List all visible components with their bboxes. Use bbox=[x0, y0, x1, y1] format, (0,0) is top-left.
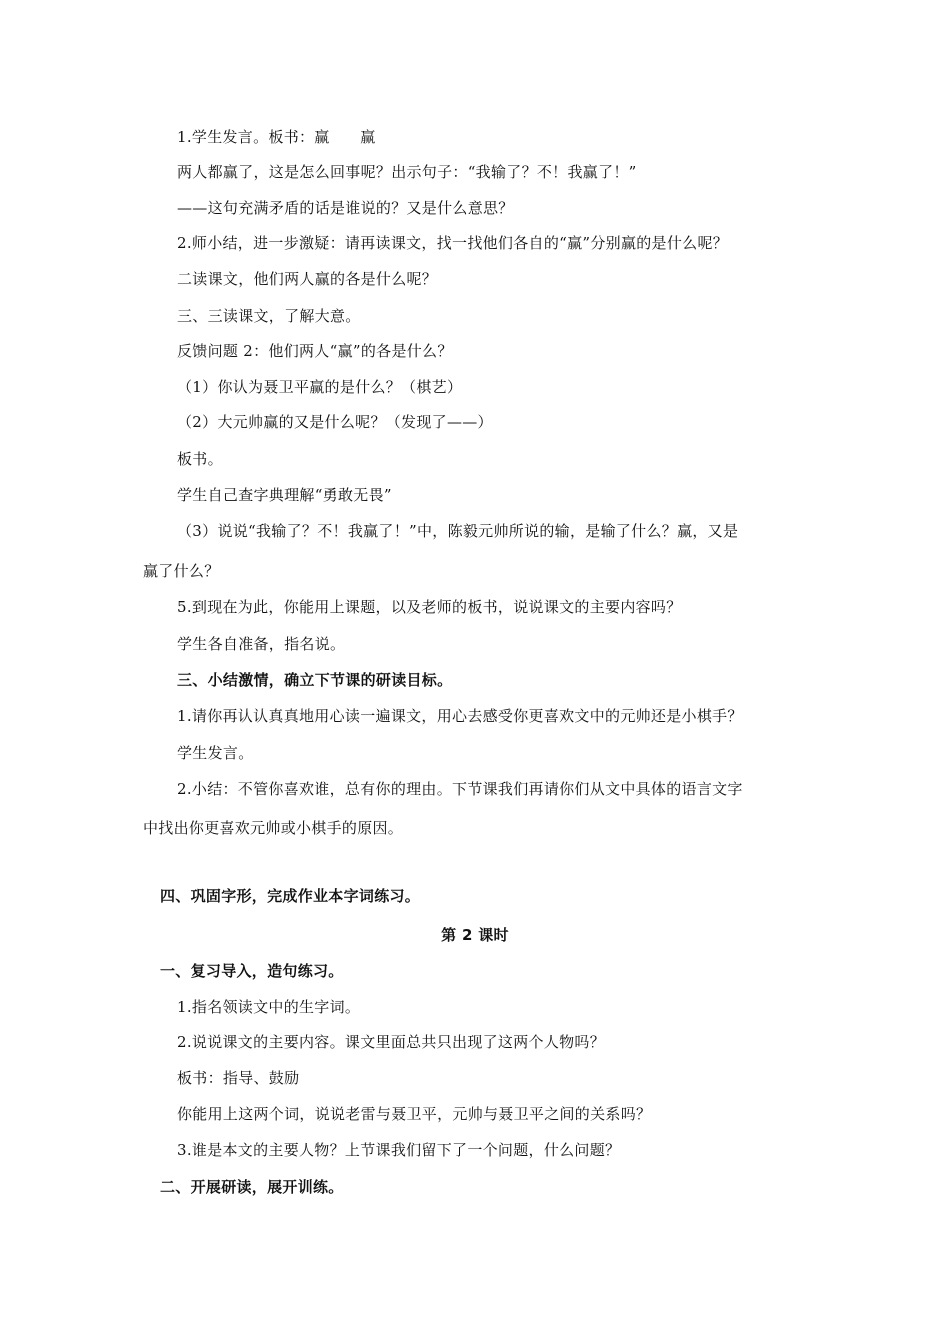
paragraph: 板书。 bbox=[177, 450, 223, 468]
paragraph: 2.说说课文的主要内容。课文里面总共只出现了这两个人物吗？ bbox=[177, 1033, 606, 1051]
paragraph: 学生发言。 bbox=[177, 744, 254, 762]
paragraph: （3）说说“我输了？不！我赢了！”中，陈毅元帅所说的输，是输了什么？赢，又是 bbox=[177, 522, 739, 540]
paragraph: 你能用上这两个词，说说老雷与聂卫平，元帅与聂卫平之间的关系吗？ bbox=[177, 1105, 652, 1123]
paragraph: ——这句充满矛盾的话是谁说的？又是什么意思？ bbox=[177, 199, 514, 217]
paragraph: 三、三读课文，了解大意。 bbox=[177, 307, 361, 325]
section-heading: 四、巩固字形，完成作业本字词练习。 bbox=[160, 887, 421, 905]
paragraph: 3.谁是本文的主要人物？上节课我们留下了一个问题，什么问题？ bbox=[177, 1141, 621, 1159]
paragraph: 赢了什么？ bbox=[143, 562, 220, 580]
paragraph: 学生各自准备，指名说。 bbox=[177, 635, 346, 653]
section-heading: 三、小结激情，确立下节课的研读目标。 bbox=[177, 671, 453, 689]
paragraph: （1）你认为聂卫平赢的是什么？（棋艺） bbox=[177, 378, 463, 396]
paragraph: 二读课文，他们两人赢的各是什么呢？ bbox=[177, 270, 438, 288]
paragraph: 板书：指导、鼓励 bbox=[177, 1069, 300, 1087]
paragraph: 学生自己查字典理解“勇敢无畏” bbox=[177, 486, 392, 504]
paragraph: 2.小结：不管你喜欢谁，总有你的理由。下节课我们再请你们从文中具体的语言文字 bbox=[177, 780, 743, 798]
paragraph: 反馈问题 2：他们两人“赢”的各是什么？ bbox=[177, 342, 453, 360]
paragraph: 中找出你更喜欢元帅或小棋手的原因。 bbox=[143, 819, 404, 837]
paragraph: 1.学生发言。板书：赢 赢 bbox=[177, 128, 376, 146]
paragraph: 1.请你再认认真真地用心读一遍课文，用心去感受你更喜欢文中的元帅还是小棋手？ bbox=[177, 707, 743, 725]
paragraph: （2）大元帅赢的又是什么呢？（发现了——） bbox=[177, 413, 493, 431]
paragraph: 5.到现在为此，你能用上课题，以及老师的板书，说说课文的主要内容吗？ bbox=[177, 598, 682, 616]
section-heading: 二、开展研读，展开训练。 bbox=[160, 1178, 344, 1196]
paragraph: 1.指名领读文中的生字词。 bbox=[177, 998, 361, 1016]
lesson-title: 第 2 课时 bbox=[441, 926, 509, 944]
paragraph: 2.师小结，进一步激疑：请再读课文，找一找他们各自的“赢”分别赢的是什么呢？ bbox=[177, 234, 729, 252]
paragraph: 两人都赢了，这是怎么回事呢？出示句子：“我输了？不！我赢了！” bbox=[177, 163, 637, 181]
section-heading: 一、复习导入，造句练习。 bbox=[160, 962, 344, 980]
